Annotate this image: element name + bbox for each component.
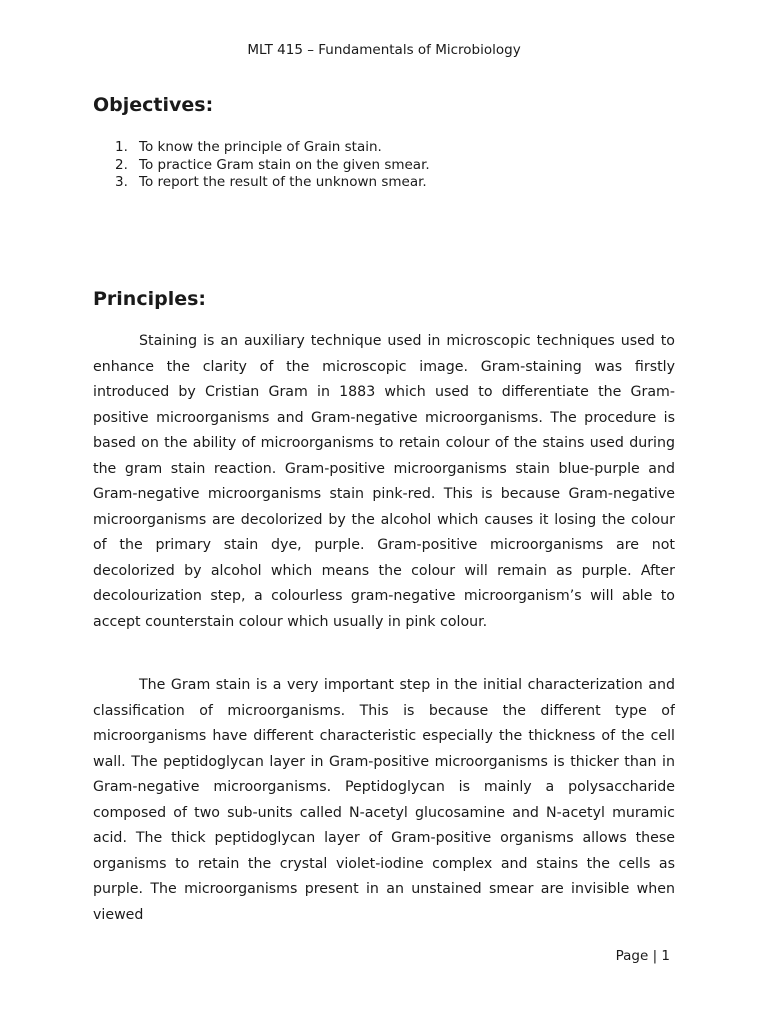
objectives-list [93, 139, 430, 192]
objective-number: 1. [115, 139, 128, 155]
principles-paragraph: Staining is an auxiliary technique used in microscopic techniques used to enhance the clarity of the microscopic image. Gram-staining was firstly introduced by Cristian Gram in 1883 which used to differentiate the Gram-positive microorganisms and Gram-negative microorganisms. The procedure is based on the ability of microorganisms to retain colour of the stains used during the gram stain reaction. Gram-positive microorganisms stain blue-purple and Gram-negative microorganisms stain pink-red. This is because Gram-negative microorganisms are decolorized by the alcohol which causes it losing the colour of the primary stain dye, purple. Gram-positive microorganisms are not decolorized by alcohol which means the colour will remain as purple. After decolourization step, a colourless gram-negative microorganism’s will able to accept counterstain colour which usually in pink colour. [93, 333, 675, 630]
principles-heading: Principles: [93, 288, 207, 310]
objective-item [93, 139, 430, 157]
objective-number: 3. [115, 174, 128, 190]
page-number: Page | 1 [615, 948, 670, 964]
objective-text: To report the result of the unknown smear. [139, 174, 427, 190]
principles-paragraph: The Gram stain is a very important step in the initial characterization and classification of microorganisms. This is because the different type of microorganisms have different characteristic especially the thickness of the cell wall. The peptidoglycan layer in Gram-positive microorganisms is thicker than in Gram-negative microorganisms. Peptidoglycan is mainly a polysaccharide composed of two sub-units called N-acetyl glucosamine and N-acetyl muramic acid. The thick peptidoglycan layer of Gram-positive organisms allows these organisms to retain the crystal violet-iodine complex and stains the cells as purple. The microorganisms present in an unstained smear are invisible when viewed [93, 677, 675, 923]
objective-text: To know the principle of Grain stain. [139, 139, 382, 155]
page-header: MLT 415 – Fundamentals of Microbiology [247, 42, 521, 58]
objectives-heading: Objectives: [93, 94, 214, 116]
objective-item [93, 157, 430, 175]
objective-text: To practice Gram stain on the given smear. [139, 156, 430, 173]
objective-item [93, 174, 430, 192]
objective-number: 2. [115, 156, 128, 173]
